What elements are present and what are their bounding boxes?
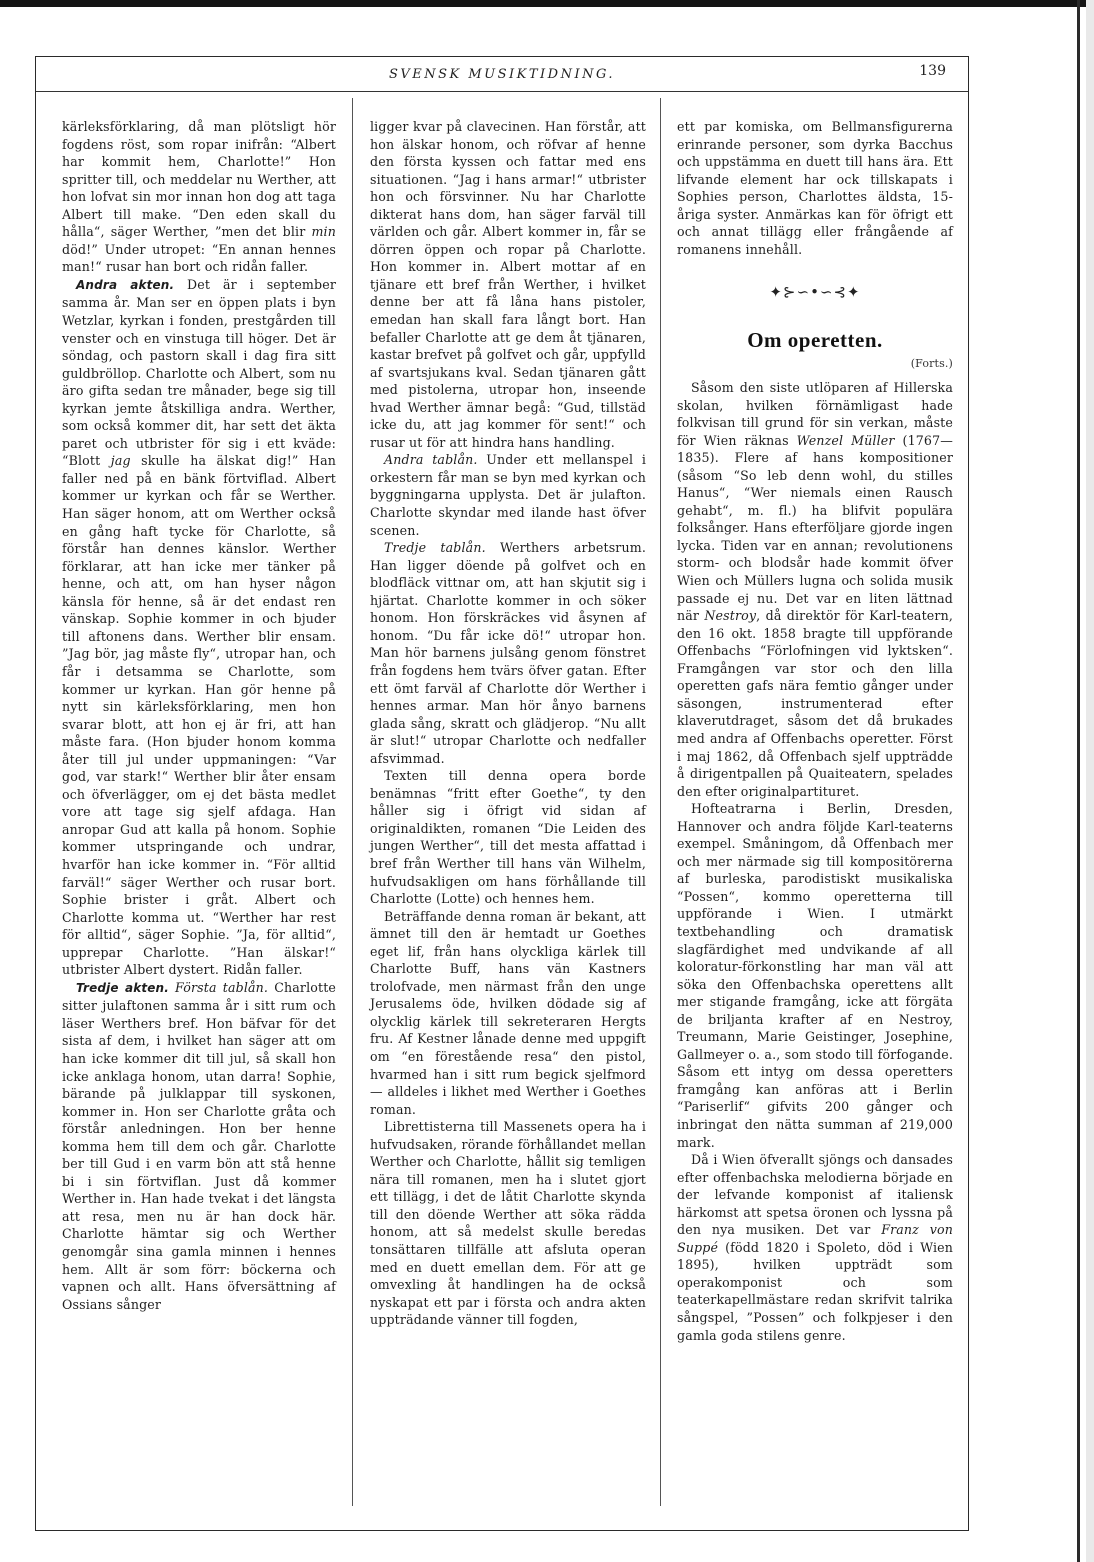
paragraph	[62, 118, 336, 276]
paragraph: Beträffande denna roman är bekant, att ämnet till den är hemtadt ur Goethes eget lif, från hans olyckliga kärlek till Charlotte Buff, hans vän Kastners trolofvade, men närmast från den unge Jerusalems öde, hvilken dödade sig af olycklig kärlek till sekreteraren Hergts fru. Af Kestner lånade denne med uppgift om “en förestående resa“ den pistol, hvarmed han i sitt rum begick sjelfmord — alldeles i likhet med Werther i Goethes roman.	[370, 908, 646, 1117]
emphasis: jag	[110, 453, 131, 469]
page-header	[36, 57, 968, 95]
paragraph	[370, 539, 646, 767]
paragraph: ligger kvar på clavecinen. Han förstår, att hon älskar honom, och röfvar af henne den första kyssen och fattar med ens situationen. “Jag i hans armar!“ utbrister hon och försvinner. Nu har Charlotte dikterat hans dom, han säger farväl till världen och går. Albert kommer in, får se dörren öppen och ropar på Charlotte. Hon kommer in. Albert mottar af en tjänare ett bref från Werther, i hvilket denne ber att få låna hans pistoler, emedan han skall fara långt bort. Han befaller Charlotte att ge dem åt tjänaren, kastar brefvet på golfvet och går, uppfylld af svartsjukans kval. Sedan tjänaren gått med pistolerna, utropar hon, inseende hvad Werther ämnar begå: “Gud, tillstäd icke du, att jag kommer för sent!“ och rusar ut för att hindra hans handling.	[370, 119, 646, 450]
text: kärleksförklaring, då man plötsligt hör fogdens röst, som ropar inifrån: “Albert har kommit hem, Charlotte!” Hon spritter till, och meddelar nu Werther, att hon lofvat sin mor innan hon dog att taga Albert till make. “Den eden skall du hålla“, säger Werther, ”men det blir	[62, 119, 336, 240]
text: , då direktör för Karl-teatern, den 16 okt. 1858 bragte till uppförande Offenbachs “Förlofningen vid lyktsken“. Framgången var stor och den lilla operetten gafs nära femtio gånger under säsongen, instrumenterad efter klaverutdraget, såsom det då brukades med andra af Offenbachs operetter. Först i maj 1862, då Offenbach sjelf uppträdde å dirigentpallen på Quaiteatern, spelades den efter originalpartituret.	[677, 608, 953, 799]
column-divider-1	[352, 98, 353, 1506]
text: Under ett mellanspel i orkestern får man se byn med kyrkan och byggningarna upplysta. Det är julafton. Charlotte skyndar med ilande hast öfver scenen.	[370, 452, 646, 538]
act-heading: Andra akten.	[76, 277, 175, 292]
section-title: Om operetten.	[747, 327, 883, 352]
person-name: Nestroy	[704, 608, 757, 624]
emphasis: min	[311, 224, 336, 240]
text: Charlotte sitter julaftonen samma år i sitt rum och läser Werthers bref. Hon bäfvar för det sista af dem, i hvilket han säger att om han icke kommer dit till jul, så skall hon icke anklaga honom, utan darra! Sophie, bärande på julklappar till syskonen, kommer in. Hon ser Charlotte gråta och förstår anledningen. Hon ber henne komma hem till dem och går. Charlotte ber till Gud i en varm bön att stå henne bi i sin förtviflan. Just då kommer Werther in. Han hade tvekat i det längsta att resa, men nu är han dock här. Charlotte hämtar sig och Werther genomgår sina gamla minnen i hennes hem. Allt är som förr: böckerna och vapnen och allt. Hans öfversättning af Ossians sånger	[62, 979, 337, 1312]
paragraph	[677, 379, 953, 800]
paragraph	[370, 451, 646, 539]
composer-name: Wenzel Müller	[796, 432, 895, 448]
column-3	[677, 118, 953, 1344]
act-heading: Tredje akten.	[76, 980, 169, 995]
column-1	[62, 118, 336, 1313]
tableau-heading: Första tablån.	[175, 979, 269, 995]
scan-top-edge	[0, 0, 1094, 7]
page-number: 139	[919, 63, 946, 79]
paragraph	[62, 979, 336, 1313]
paragraph	[677, 1151, 953, 1344]
text: Werthers arbetsrum. Han ligger döende på golfvet och en blodfläck vittnar om, att han skjutit sig i hjärtat. Charlotte kommer in och söker honom. Hon förskräckes vid åsynen af honom. “Du får icke dö!“ utropar hon. Man hör barnens julsång genom fönstret från fogdens hem tvärs öfver gatan. Efter ett ömt farväl af Charlotte dör Werther i hennes armar. Man hör ånyo barnens glada sång, skratt och glädjerop. “Nu allt är slut!“ utropar Charlotte och nedfaller afsvimmad.	[370, 540, 646, 766]
composer-name: Franz von Suppé	[677, 1222, 953, 1255]
text: Det är i september samma år. Man ser en öppen plats i byn Wetzlar, kyrkan i fonden, prestgården till venster och en vinstuga till höger. Det är söndag, och pastorn skall i dag fira sitt guldbröllop. Charlotte och Albert, som nu äro gifta sedan tre månader, bege sig till kyrkan jemte åtskilliga andra. Werther, som också kommer dit, har sett det äkta paret och utbrister för sig i ett kväde: “Blott	[62, 276, 337, 469]
text: död!” Under utropet: “En annan hennes man!“ rusar han bort och ridån faller.	[62, 241, 336, 275]
paragraph: Texten till denna opera borde benämnas “fritt efter Goethe“, ty den håller sig i öfrigt vid sidan af originaldikten, romanen “Die Leiden des jungen Werther“, till det mesta affattad i bref från Werther till hans vän Wilhelm, hufvudsakligen om hans förhållande till Charlotte (Lotte) och hennes hem.	[370, 768, 646, 907]
column-divider-2	[660, 98, 661, 1506]
text: (1767—1835). Flere af hans kompositioner (såsom “So leb denn wohl, du stilles Hanus“, “Wer niemals einen Rausch gehabt“, m. fl.) ha blifvit populära folksånger. Hans efterföljare gjorde ingen lycka. Tiden var en annan; revolutionens storm- och blodsår hade kommit öfver Wien och Müllers lugna och solida musik passade ej nu. Det var en liten lättnad när	[677, 432, 953, 624]
header-rule	[36, 91, 968, 92]
ornament-divider: ✦⊱∽•∽⊰✦	[769, 283, 861, 302]
column-2	[370, 118, 646, 1329]
running-title: SVENSK MUSIKTIDNING.	[388, 67, 616, 82]
continued-note: (Forts.)	[910, 357, 953, 371]
tableau-heading: Tredje tablån.	[384, 540, 486, 556]
tableau-heading: Andra tablån.	[384, 452, 478, 468]
paragraph: Hofteatrarna i Berlin, Dresden, Hannover och andra följde Karl-teaterns exempel. Småningom, då Offenbach mer och mer närmade sig till kompositörerna af burleska, parodistiskt musikaliska “Possen“, kommo operetterna till uppförande i Wien. I utmärkt textbehandling och dramatisk slagfärdighet med undvikande af all koloratur-förkonstling har man väl att söka den Offenbachska operettens allt mer stigande framgång, icke att förgäta de briljanta krafter af en Nestroy, Treumann, Marie Geistinger, Josephine, Gallmeyer o. a., som stodo till förfogande. Såsom ett intyg om dessa operetters framgång kan anföras att i Berlin “Pariserlif“ gifvits 200 gånger och inbringat den nätta summan af 219,000 mark.	[677, 801, 953, 1150]
paragraph: Librettisterna till Massenets opera ha i hufvudsaken, rörande förhållandet mellan Werther och Charlotte, hållit sig temligen nära till romanen, men ha i slutet gjort ett tillägg, i det de låtit Charlotte skynda till den döende Werther att söka rädda honom, att så medelst skulle beredas tonsättaren tillfälle att afsluta operan med en duett emellan dem. För att ge omvexling åt handlingen ha de också nyskapat ett par i första och andra akten uppträdande vänner till fogden,	[370, 1119, 646, 1328]
text: skulle ha älskat dig!” Han faller ned på en bänk förtviflad. Albert kommer ur kyrkan och får se Werther. Han säger honom, att om Werther också en gång haft tycke för Charlotte, så förstår han dennes känslor. Werther förklarar, att han icke mer tänker på henne, och att, om han hyser någon känsla för henne, så är det endast ren vänskap. Sophie kommer in och bjuder till aftonens dans. Werther blir ensam. ”Jag bör, jag måste fly“, utropar han, och får i detsamma se Charlotte, som kommer ur kyrkan. Han gör henne på nytt sin kärleksförklaring, men hon svarar blott, att hon ej är fri, att han måste fara. (Hon bjuder honom komma åter till jul under uppmaningen: “Var god, var stark!“ Werther blir åter ensam och öfverlägger, om ej det bästa medlet vore att tage sig sjelf afdaga. Han anropar Gud att kalla på honom. Sophie kommer utspringande och undrar, hvarför han icke kommer in. “För alltid farväl!“ säger Werther och rusar bort. Sophie brister i gråt. Albert och Charlotte komma ut. “Werther har rest för alltid“, säger Sophie. ”Ja, för alltid“, upprepar Charlotte. ”Han älskar!“ utbrister Albert dystert. Ridån faller.	[62, 453, 336, 978]
scan-margin	[1086, 0, 1094, 1562]
scan-right-edge	[1077, 0, 1080, 1562]
paragraph: ett par komiska, om Bellmansfigurerna erinrande personer, som dyrka Bacchus och uppstämma en duett till hans ära. Ett lifvande element har ock tillskapats i Sophies person, Charlottes äldsta, 15-åriga syster. Anmärkas kan för öfrigt ett och annat tillägg eller frångående af romanens innehåll.	[677, 119, 953, 257]
paragraph	[62, 276, 336, 979]
text: (född 1820 i Spoleto, död i Wien 1895), hvilken uppträdt som operakomponist och som teaterkapellmästare redan skrifvit talrika sångspel, ”Possen” och folkpjeser i den gamla goda stilens genre.	[677, 1239, 953, 1343]
text: Då i Wien öfverallt sjöngs och dansades efter offenbachska melodierna började en der lefvande komponist af italiensk härkomst att spetsa öronen och lyssna på den nya musiken. Det var	[677, 1152, 953, 1238]
text: Såsom den siste utlöparen af Hillerska skolan, hvilken förnämligast hade folkvisan till grund för sin verkan, måste för Wien räknas	[677, 380, 953, 448]
